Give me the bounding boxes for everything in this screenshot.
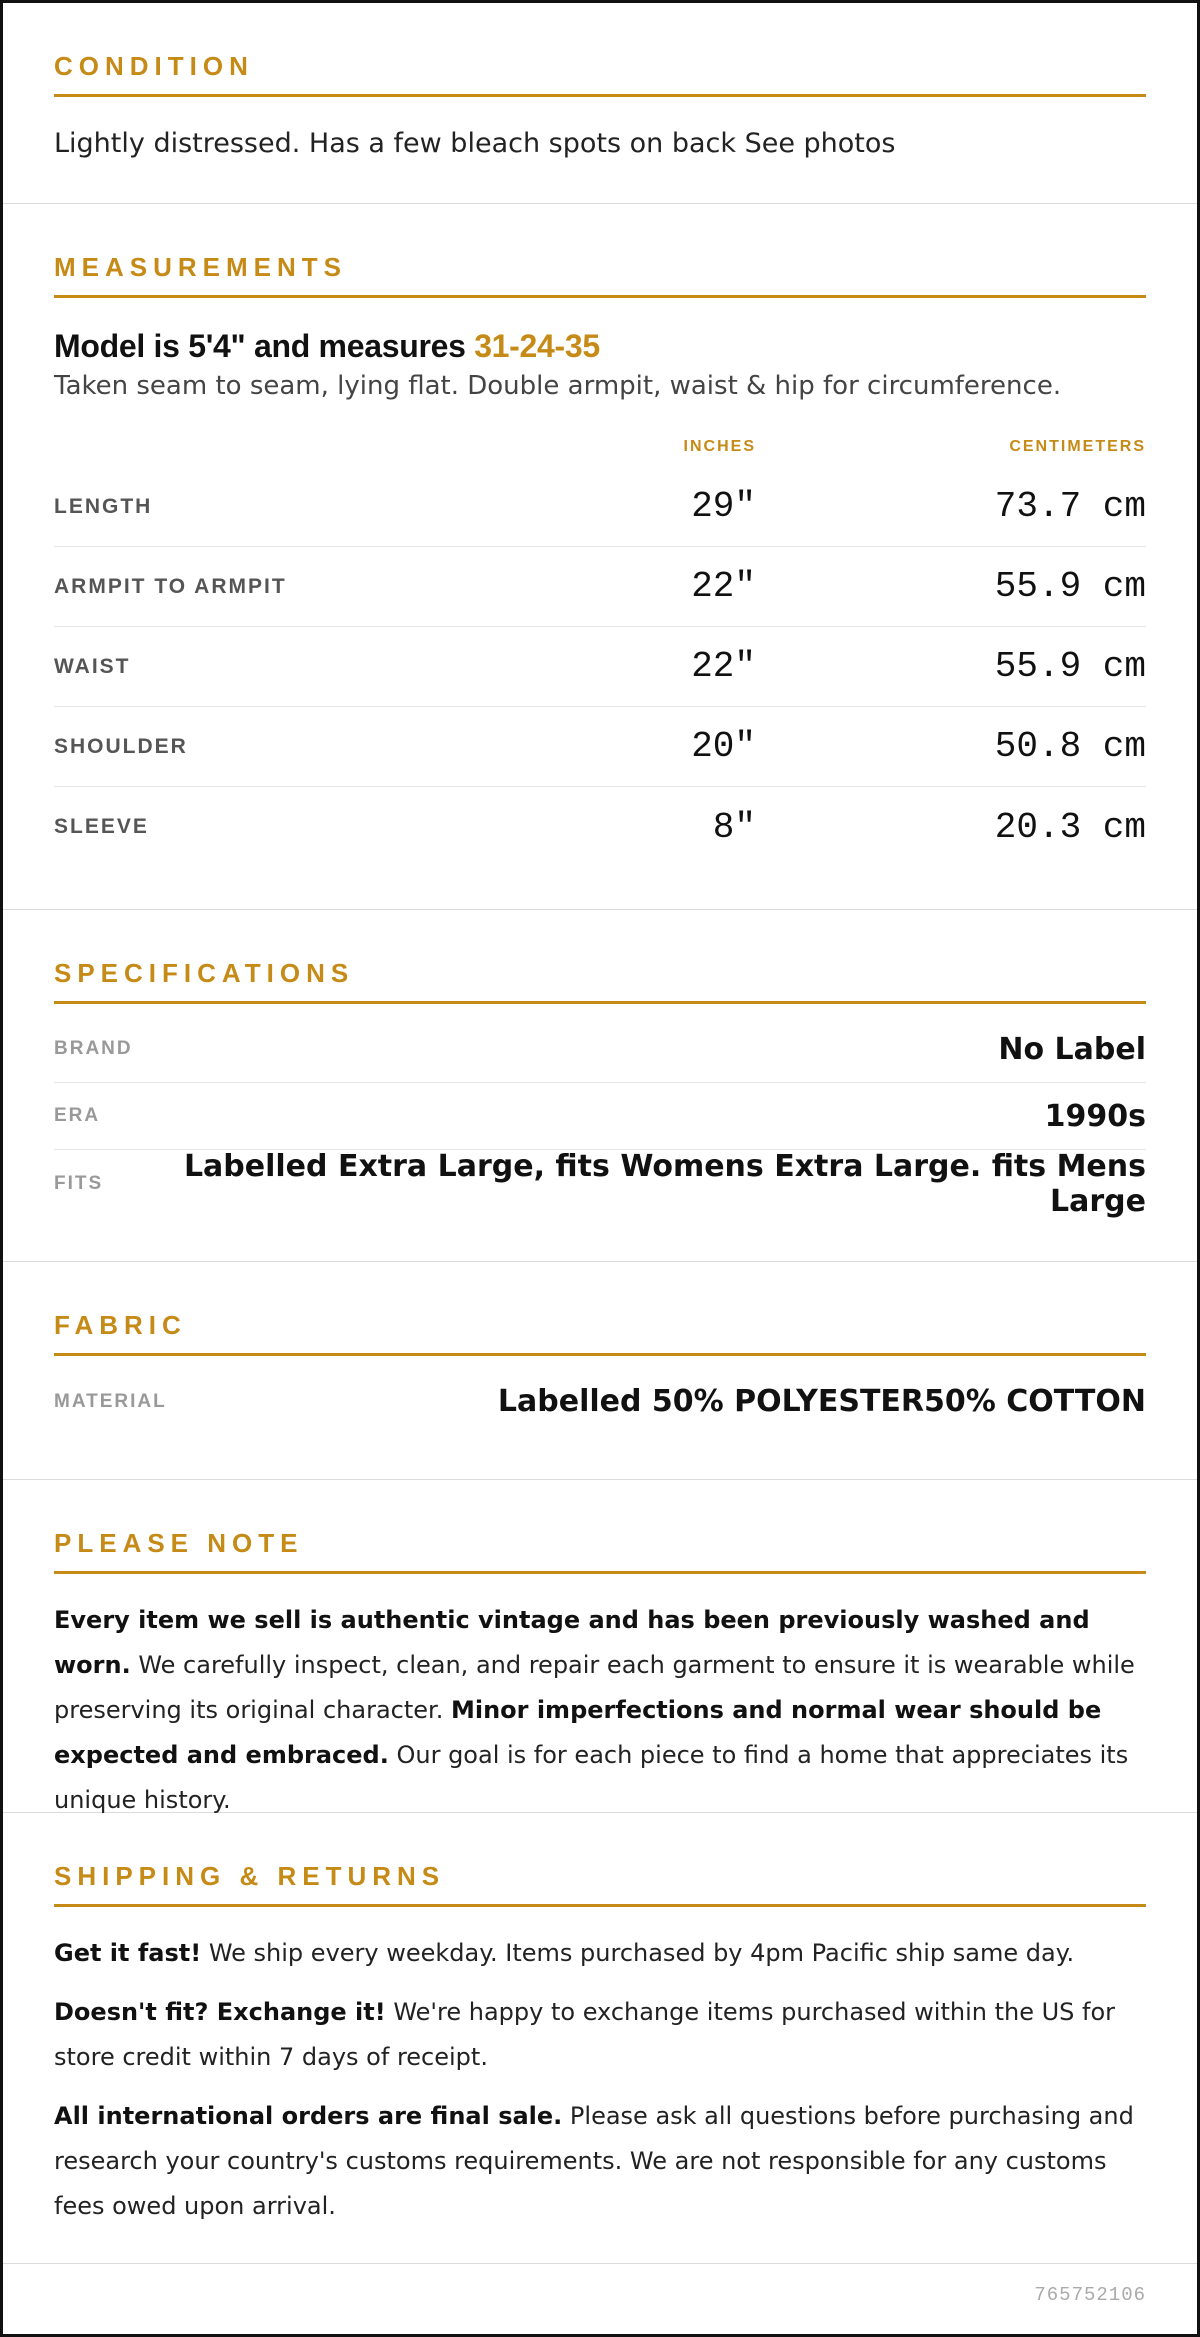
fabric-section bbox=[3, 1262, 1197, 1480]
note-text-1: We carefully inspect, clean, and repair each garment to ensure it is wearable while preserving its original character. bbox=[54, 1651, 1135, 1724]
measurement-inches: 29" bbox=[691, 486, 756, 527]
fabric-heading: FABRIC bbox=[54, 1310, 1146, 1356]
spec-label: FITS bbox=[54, 1172, 104, 1194]
measurements-section bbox=[3, 204, 1197, 910]
measurement-inches: 22" bbox=[691, 646, 756, 687]
model-prefix: Model is 5'4" and measures bbox=[54, 328, 466, 364]
shipping-bold-1: Get it fast! bbox=[54, 1939, 202, 1967]
shipping-text-3: Please ask all questions before purchasing and research your country's customs requirements. We are not responsible for any customs fees owed upon arrival. bbox=[54, 2102, 1134, 2220]
measurement-inches: 22" bbox=[691, 566, 756, 607]
condition-heading: CONDITION bbox=[54, 51, 1146, 97]
model-measures: 31-24-35 bbox=[474, 328, 600, 364]
measurement-label: LENGTH bbox=[54, 494, 153, 518]
measurements-heading: MEASUREMENTS bbox=[54, 252, 1146, 298]
measurement-label: SHOULDER bbox=[54, 734, 188, 758]
please-note-text bbox=[54, 1598, 1146, 1823]
list-item bbox=[54, 1083, 1146, 1150]
measurement-label: ARMPIT TO ARMPIT bbox=[54, 574, 287, 598]
sku-number: 765752106 bbox=[1034, 2284, 1146, 2306]
please-note-heading: PLEASE NOTE bbox=[54, 1528, 1146, 1574]
spec-value: No Label bbox=[998, 1031, 1146, 1067]
table-row bbox=[54, 547, 1146, 627]
spec-label: BRAND bbox=[54, 1038, 133, 1059]
table-row bbox=[54, 787, 1146, 867]
specifications-heading: SPECIFICATIONS bbox=[54, 958, 1146, 1004]
measurements-table-header bbox=[54, 427, 1146, 467]
measurement-inches: 8" bbox=[712, 806, 756, 848]
list-item bbox=[54, 1368, 1146, 1435]
spec-value: Labelled Extra Large, fits Womens Extra Large. fits Mens Large bbox=[183, 1148, 1146, 1219]
note-bold-2: Minor imperfections and normal wear should be expected and embraced. bbox=[54, 1696, 1102, 1769]
measurement-label: SLEEVE bbox=[54, 815, 149, 838]
table-row bbox=[54, 627, 1146, 707]
spec-label: ERA bbox=[54, 1105, 101, 1126]
column-centimeters: CENTIMETERS bbox=[1009, 438, 1146, 455]
measurement-cm: 55.9 cm bbox=[994, 566, 1146, 607]
model-line bbox=[54, 328, 1146, 365]
shipping-text-2: We're happy to exchange items purchased within the US for store credit within 7 days of receipt. bbox=[54, 1998, 1116, 2071]
note-bold-1: Every item we sell is authentic vintage and has been previously washed and worn. bbox=[54, 1606, 1090, 1679]
specifications-section bbox=[3, 910, 1197, 1262]
measurement-label: WAIST bbox=[54, 654, 131, 678]
spec-value: 1990s bbox=[1044, 1098, 1146, 1134]
condition-text: Lightly distressed. Has a few bleach spots on back See photos bbox=[54, 128, 896, 159]
measurement-inches: 20" bbox=[691, 726, 756, 767]
condition-section bbox=[3, 3, 1197, 204]
fabric-list bbox=[54, 1368, 1146, 1435]
list-item bbox=[54, 1016, 1146, 1083]
column-inches: INCHES bbox=[683, 438, 756, 455]
note-text-2: Our goal is for each piece to find a home that appreciates its unique history. bbox=[54, 1741, 1129, 1814]
shipping-paragraph-3 bbox=[54, 2094, 1146, 2229]
shipping-bold-2: Doesn't fit? Exchange it! bbox=[54, 1998, 386, 2026]
shipping-returns-section bbox=[3, 1813, 1197, 2264]
please-note-section bbox=[3, 1480, 1197, 1813]
measurements-table bbox=[54, 427, 1146, 867]
measurement-cm: 20.3 cm bbox=[994, 806, 1146, 848]
shipping-paragraph-1 bbox=[54, 1931, 1146, 1976]
footer bbox=[3, 2264, 1197, 2334]
shipping-heading: SHIPPING & RETURNS bbox=[54, 1861, 1146, 1907]
table-row bbox=[54, 467, 1146, 547]
spec-label: MATERIAL bbox=[54, 1390, 167, 1412]
table-row bbox=[54, 707, 1146, 787]
spec-value: Labelled 50% POLYESTER50% COTTON bbox=[497, 1384, 1146, 1419]
specifications-list bbox=[54, 1016, 1146, 1217]
shipping-bold-3: All international orders are final sale. bbox=[54, 2102, 563, 2130]
measurement-cm: 55.9 cm bbox=[994, 646, 1146, 687]
measurement-note: Taken seam to seam, lying flat. Double armpit, waist & hip for circumference. bbox=[54, 371, 1062, 401]
measurement-cm: 50.8 cm bbox=[994, 726, 1146, 767]
list-item bbox=[54, 1150, 1146, 1217]
shipping-paragraph-2 bbox=[54, 1990, 1146, 2080]
measurement-cm: 73.7 cm bbox=[994, 486, 1146, 527]
shipping-text-1: We ship every weekday. Items purchased by 4pm Pacific ship same day. bbox=[201, 1939, 1075, 1967]
